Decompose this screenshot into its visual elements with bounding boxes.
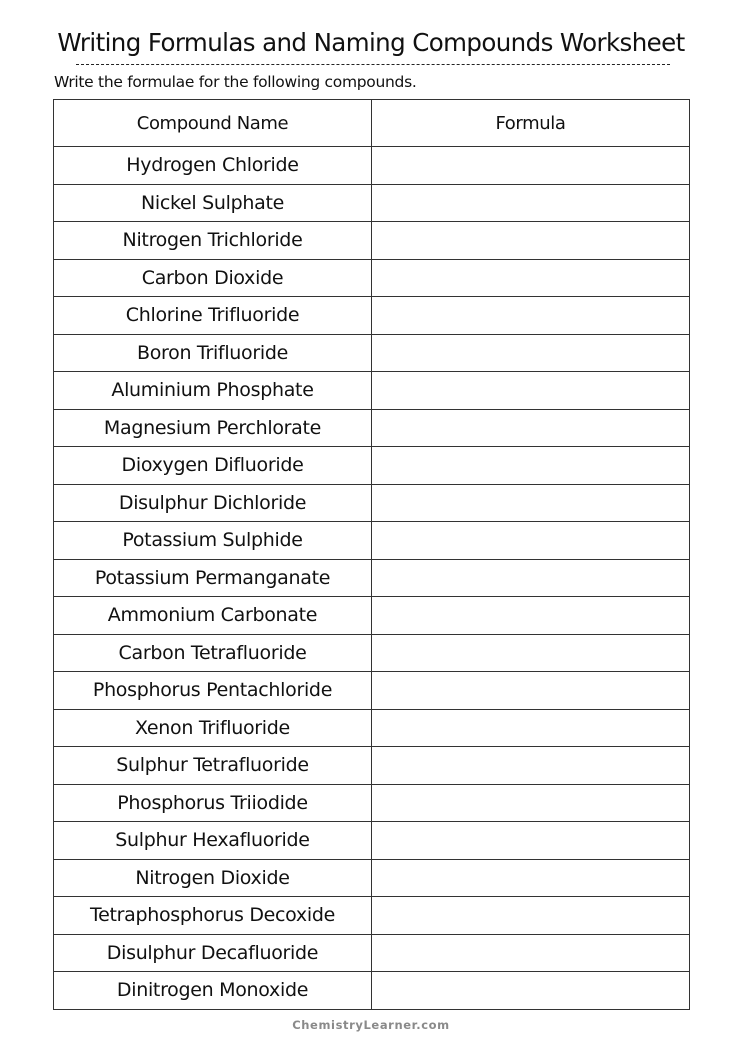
formula-answer-cell[interactable] (372, 559, 690, 597)
table-row (54, 784, 690, 822)
table-row (54, 297, 690, 335)
header-formula: Formula (372, 100, 690, 147)
table-row (54, 672, 690, 710)
compound-name-cell: Nickel Sulphate (54, 184, 372, 222)
formula-answer-cell[interactable] (372, 409, 690, 447)
compounds-table (53, 99, 690, 1010)
formula-answer-cell[interactable] (372, 747, 690, 785)
table-row (54, 597, 690, 635)
compound-name-cell: Potassium Permanganate (54, 559, 372, 597)
compound-name-cell: Tetraphosphorus Decoxide (54, 897, 372, 935)
table-row (54, 484, 690, 522)
table-row (54, 634, 690, 672)
compound-name-cell: Xenon Trifluoride (54, 709, 372, 747)
site-watermark: ChemistryLearner.com (292, 1018, 450, 1032)
formula-answer-cell[interactable] (372, 522, 690, 560)
table-row (54, 259, 690, 297)
table-row (54, 559, 690, 597)
compound-name-cell: Disulphur Decafluoride (54, 934, 372, 972)
table-row (54, 184, 690, 222)
table-row (54, 709, 690, 747)
table-row (54, 409, 690, 447)
formula-answer-cell[interactable] (372, 597, 690, 635)
table-row (54, 934, 690, 972)
table-row (54, 972, 690, 1010)
header-compound-name: Compound Name (54, 100, 372, 147)
formula-answer-cell[interactable] (372, 972, 690, 1010)
compound-name-cell: Nitrogen Trichloride (54, 222, 372, 260)
worksheet-title: Writing Formulas and Naming Compounds Worksheet (57, 28, 685, 57)
table-row (54, 859, 690, 897)
table-row (54, 897, 690, 935)
formula-answer-cell[interactable] (372, 447, 690, 485)
formula-answer-cell[interactable] (372, 634, 690, 672)
compound-name-cell: Disulphur Dichloride (54, 484, 372, 522)
table-row (54, 334, 690, 372)
compound-name-cell: Carbon Dioxide (54, 259, 372, 297)
compound-name-cell: Aluminium Phosphate (54, 372, 372, 410)
compound-name-cell: Carbon Tetrafluoride (54, 634, 372, 672)
table-row (54, 372, 690, 410)
compound-name-cell: Sulphur Hexafluoride (54, 822, 372, 860)
table-row (54, 522, 690, 560)
formula-answer-cell[interactable] (372, 372, 690, 410)
compound-name-cell: Potassium Sulphide (54, 522, 372, 560)
compound-name-cell: Magnesium Perchlorate (54, 409, 372, 447)
formula-answer-cell[interactable] (372, 709, 690, 747)
table-row (54, 222, 690, 260)
compound-name-cell: Dioxygen Difluoride (54, 447, 372, 485)
formula-answer-cell[interactable] (372, 259, 690, 297)
compound-name-cell: Ammonium Carbonate (54, 597, 372, 635)
formula-answer-cell[interactable] (372, 822, 690, 860)
formula-answer-cell[interactable] (372, 222, 690, 260)
formula-answer-cell[interactable] (372, 934, 690, 972)
formula-answer-cell[interactable] (372, 859, 690, 897)
formula-answer-cell[interactable] (372, 672, 690, 710)
compound-name-cell: Phosphorus Pentachloride (54, 672, 372, 710)
compound-name-cell: Boron Trifluoride (54, 334, 372, 372)
compound-name-cell: Chlorine Trifluoride (54, 297, 372, 335)
formula-answer-cell[interactable] (372, 334, 690, 372)
compound-name-cell: Hydrogen Chloride (54, 147, 372, 185)
compound-name-cell: Phosphorus Triiodide (54, 784, 372, 822)
compound-name-cell: Sulphur Tetrafluoride (54, 747, 372, 785)
formula-answer-cell[interactable] (372, 784, 690, 822)
table-row (54, 822, 690, 860)
formula-answer-cell[interactable] (372, 184, 690, 222)
table-row (54, 747, 690, 785)
formula-answer-cell[interactable] (372, 147, 690, 185)
formula-answer-cell[interactable] (372, 897, 690, 935)
table-row (54, 147, 690, 185)
title-divider (76, 64, 670, 65)
compound-name-cell: Dinitrogen Monoxide (54, 972, 372, 1010)
formula-answer-cell[interactable] (372, 297, 690, 335)
formula-answer-cell[interactable] (372, 484, 690, 522)
table-row (54, 447, 690, 485)
table-header-row (54, 100, 690, 147)
compound-name-cell: Nitrogen Dioxide (54, 859, 372, 897)
instruction-text: Write the formulae for the following compounds. (54, 73, 417, 91)
